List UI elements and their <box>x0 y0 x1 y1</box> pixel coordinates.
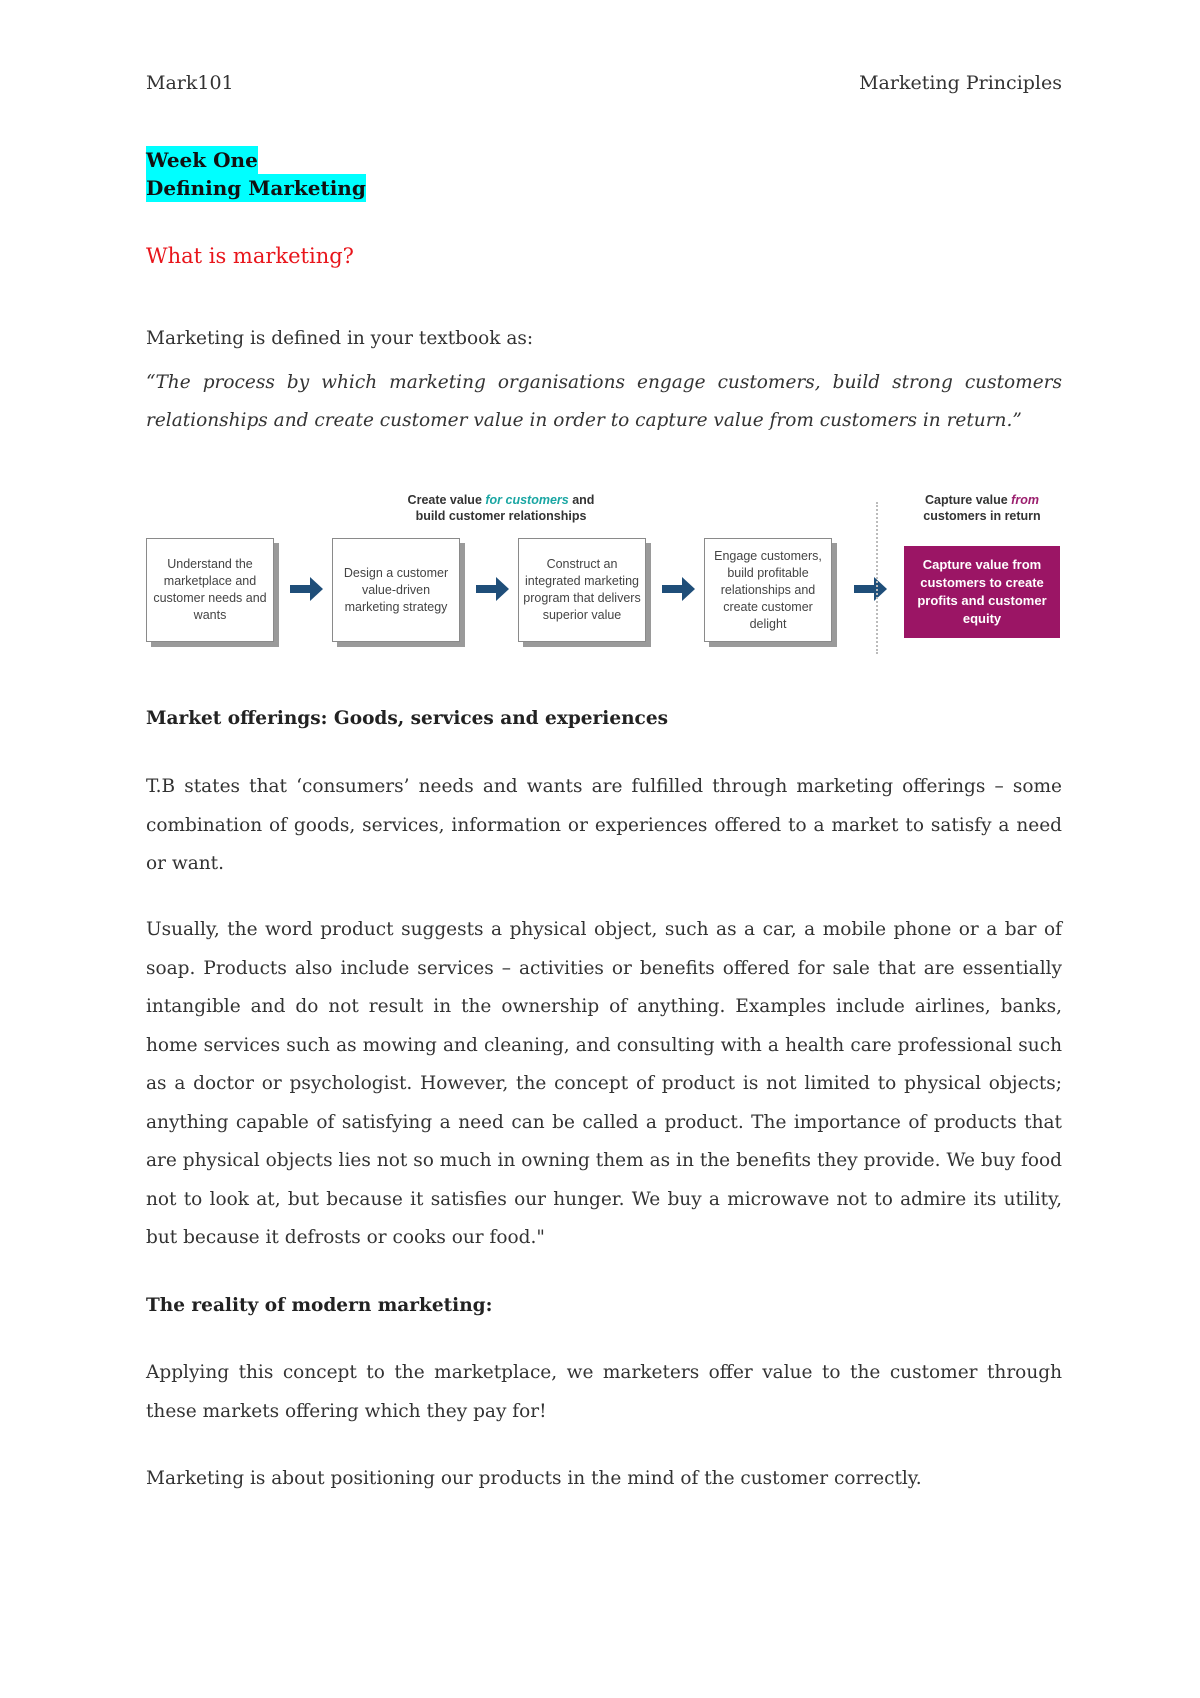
reality-paragraph-1: Applying this concept to the marketplace, we marketers offer value to the customer through these markets offering which they pay for! <box>146 1362 1062 1422</box>
reality-paragraph-2: Marketing is about positioning our products in the mind of the customer correctly. <box>146 1468 922 1489</box>
definition-intro: Marketing is defined in your textbook as: <box>146 328 534 349</box>
arrow-right-icon <box>476 576 510 602</box>
diagram-header-create-and: and <box>568 493 595 507</box>
header-course-title: Marketing Principles <box>859 72 1062 94</box>
diagram-step-3: Construct an integrated marketing program that delivers superior value <box>518 538 646 642</box>
week-title: Week One <box>146 148 258 172</box>
question-heading: What is marketing? <box>146 244 354 268</box>
diagram-header-create <box>376 492 626 524</box>
diagram-header-create-emphasis: for customers <box>485 493 569 507</box>
offerings-heading: Market offerings: Goods, services and experiences <box>146 708 669 729</box>
offerings-paragraph-1: T.B states that ‘consumers’ needs and wants are fulfilled through marketing offerings – some combination of goods, services, information or experiences offered to a market to satisfy a need or want. <box>146 776 1062 874</box>
arrow-right-icon <box>662 576 696 602</box>
diagram-divider <box>876 502 878 654</box>
arrow-right-icon <box>290 576 324 602</box>
diagram-step-1: Understand the marketplace and customer needs and wants <box>146 538 274 642</box>
diagram-header-capture-text: Capture value <box>925 493 1012 507</box>
diagram-header-create-text: Create value <box>407 493 486 507</box>
diagram-header-capture <box>904 492 1060 524</box>
reality-heading: The reality of modern marketing: <box>146 1295 493 1316</box>
diagram-header-capture-emphasis: from <box>1011 493 1039 507</box>
diagram-step-4: Engage customers, build profitable relationships and create customer delight <box>704 538 832 642</box>
diagram-header-capture-line2: customers in return <box>923 509 1041 523</box>
title-block <box>146 146 366 202</box>
diagram-step-2: Design a customer value-driven marketing strategy <box>332 538 460 642</box>
offerings-paragraph-2: Usually, the word product suggests a physical object, such as a car, a mobile phone or a bar of soap. Products also include services – activities or benefits offered for sale that are essentially intangible and do not result in the ownership of anything. Examples include airlines, banks, home services such as mowing and cleaning, and consulting with a health care professional such as a doctor or psychologist. However, the concept of product is not limited to physical objects; anything capable of satisfying a need can be called a product. The importance of products that are physical objects lies not so much in owning them as in the benefits they provide. We buy food not to look at, but because it satisfies our hunger. We buy a microwave not to admire its utility, but because it defrosts or cooks our food." <box>146 919 1062 1248</box>
diagram-header-create-line2: build customer relationships <box>415 509 587 523</box>
definition-quote: “The process by which marketing organisations engage customers, build strong customers relationships and create customer value in order to capture value from customers in return.” <box>146 372 1062 431</box>
arrow-right-icon <box>854 576 888 602</box>
topic-title: Defining Marketing <box>146 176 366 200</box>
marketing-process-diagram <box>146 492 1066 662</box>
header-course-code: Mark101 <box>146 72 234 94</box>
diagram-step-final: Capture value from customers to create profits and customer equity <box>904 546 1060 638</box>
